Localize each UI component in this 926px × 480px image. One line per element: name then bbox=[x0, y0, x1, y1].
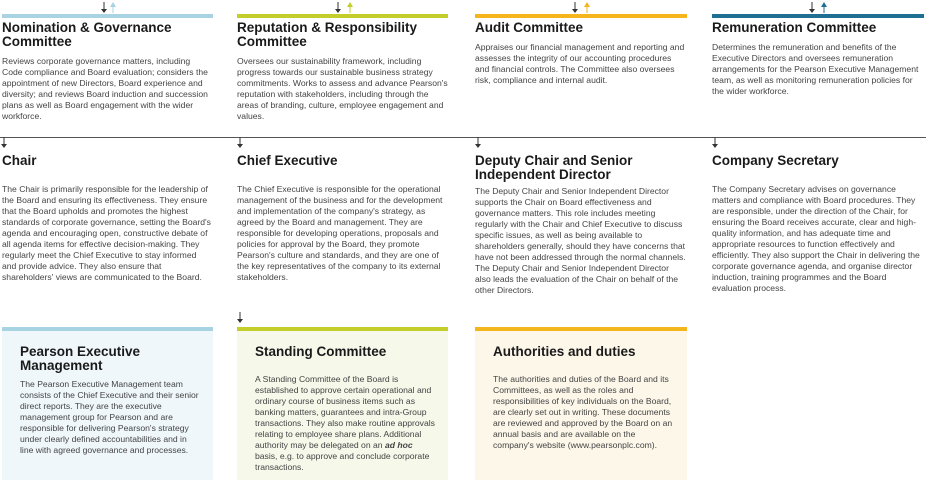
arrow-down-icon bbox=[809, 2, 815, 13]
committee-text: Oversees our sustainability framework, including progress towards our sustainable business strategy commitments. Works to assess and advance Pearson's reputation with stakeholders, including through the areas of branding, culture, employee engagement and values. bbox=[237, 56, 448, 121]
committee-audit bbox=[475, 14, 687, 86]
arrow-down-icon bbox=[572, 2, 578, 13]
color-bar bbox=[2, 14, 213, 18]
arrow-up-icon bbox=[584, 2, 590, 13]
role-title: Chief Executive bbox=[237, 153, 338, 168]
committee-remuneration bbox=[712, 14, 924, 97]
color-bar bbox=[475, 14, 687, 18]
color-bar bbox=[237, 14, 448, 18]
role-company-secretary bbox=[712, 140, 924, 294]
committee-text: Reviews corporate governance matters, including Code compliance and Board evaluation; considers the appointment of new Directors, Board experience and diversity; and reviews Board induction and succession plans as well as Board engagement with the wider workforce. bbox=[2, 56, 208, 121]
box-text-part: A Standing Committee of the Board is established to approve certain operational and ordinary course of business items such as banking matters, guarantees and intra-Group transactions. They also make routine approvals relating to employee share plans. Additional authority may be delegated on an bbox=[255, 374, 435, 450]
committee-text: Appraises our financial management and reporting and assesses the integrity of our accounting procedures and financial controls. The Committee also oversees risk, compliance and internal audit. bbox=[475, 42, 685, 85]
arrow-up-icon bbox=[347, 2, 353, 13]
arrow-down-icon bbox=[101, 2, 107, 13]
role-text: The Chair is primarily responsible for the leadership of the Board and ensuring its effectiveness. They ensure that the Board upholds and promotes the highest standards of corporate governance, setting the Board's agenda and encouraging open, constructive debate of all agenda items for effective decision-making. They regularly meet the Chief Executive to stay informed and provide advice. They also ensure that shareholders' views are communicated to the Board. bbox=[2, 184, 211, 282]
committee-text: Determines the remuneration and benefits of the Executive Directors and oversees remuneration arrangements for the Pearson Executive Management team, as well as monitoring remuneration policies for the wider workforce. bbox=[712, 42, 919, 96]
box-standing-committee bbox=[237, 327, 448, 480]
box-title: Authorities and duties bbox=[493, 344, 636, 359]
box-authorities-duties bbox=[475, 327, 687, 480]
box-text: The authorities and duties of the Board and its Committees, as well as the roles and responsibilities of key individuals on the Board, are clearly set out in writing. These documents are reviewed and approved by the Board on an annual basis and are available on the company's website (www.pearsonplc.com). bbox=[493, 374, 673, 450]
committee-title: Nomination & Governance Committee bbox=[2, 20, 172, 49]
box-executive-management bbox=[2, 327, 213, 480]
role-text: The Company Secretary advises on governance matters and compliance with Board procedures. They are responsible, under the direction of the Chair, for ensuring the Board receives accurate, clear and high-quality information, and has adequate time and appropriate resources to function effectively and efficiently. They also support the Chair in delivering the corporate governance agenda, and organise director induction, training programmes and the Board evaluation process. bbox=[712, 184, 920, 293]
role-text: The Deputy Chair and Senior Independent Director supports the Chair on Board effectiveness and governance matters. This role includes meeting regularly with the Chair and Chief Executive to discuss specific issues, as well as being available to shareholders generally, should they have concerns that have not been addressed through the normal channels. The Deputy Chair and Senior Independent Director also leads the evaluation of the Chair on behalf of the other Directors. bbox=[475, 186, 686, 295]
role-title: Company Secretary bbox=[712, 153, 839, 168]
role-title: Deputy Chair and Senior Independent Director bbox=[475, 153, 633, 182]
box-title: Standing Committee bbox=[255, 344, 387, 359]
box-title: Pearson Executive Management bbox=[20, 344, 141, 373]
box-text: The Pearson Executive Management team consists of the Chief Executive and their senior direct reports. They are the executive management group for Pearson and are responsible for delivering Pearson's strategy under clearly defined accountabilities and in line with agreed governance and processes. bbox=[20, 379, 199, 455]
box-content bbox=[475, 331, 687, 480]
role-deputy-chair bbox=[475, 140, 687, 296]
arrow-up-icon bbox=[110, 2, 116, 13]
arrow-down-icon bbox=[335, 2, 341, 13]
color-bar bbox=[712, 14, 924, 18]
arrow-down-icon bbox=[235, 312, 245, 326]
box-content bbox=[237, 331, 448, 480]
committee-nomination-governance bbox=[2, 14, 213, 122]
role-chief-executive bbox=[237, 140, 448, 283]
committee-title: Reputation & Responsibility Committee bbox=[237, 20, 418, 49]
box-text-emphasis: ad hoc bbox=[384, 440, 413, 450]
arrow-up-icon bbox=[821, 2, 827, 13]
committee-reputation-responsibility bbox=[237, 14, 448, 122]
committee-title: Remuneration Committee bbox=[712, 20, 877, 35]
box-text-part: basis, e.g. to approve and conclude corporate transactions. bbox=[255, 451, 430, 472]
box-text bbox=[255, 374, 436, 473]
box-content bbox=[2, 331, 213, 480]
role-text: The Chief Executive is responsible for the operational management of the business and for the development and implementation of the company's strategy, as agreed by the Board and management. They are responsible for developing operations, proposals and policies for approval by the Board, they promote Pearson's culture and standards, and they are one of the key representatives of the company to its external stakeholders. bbox=[237, 184, 443, 282]
committee-title: Audit Committee bbox=[475, 20, 583, 35]
role-title: Chair bbox=[2, 153, 37, 168]
role-chair bbox=[2, 140, 213, 283]
